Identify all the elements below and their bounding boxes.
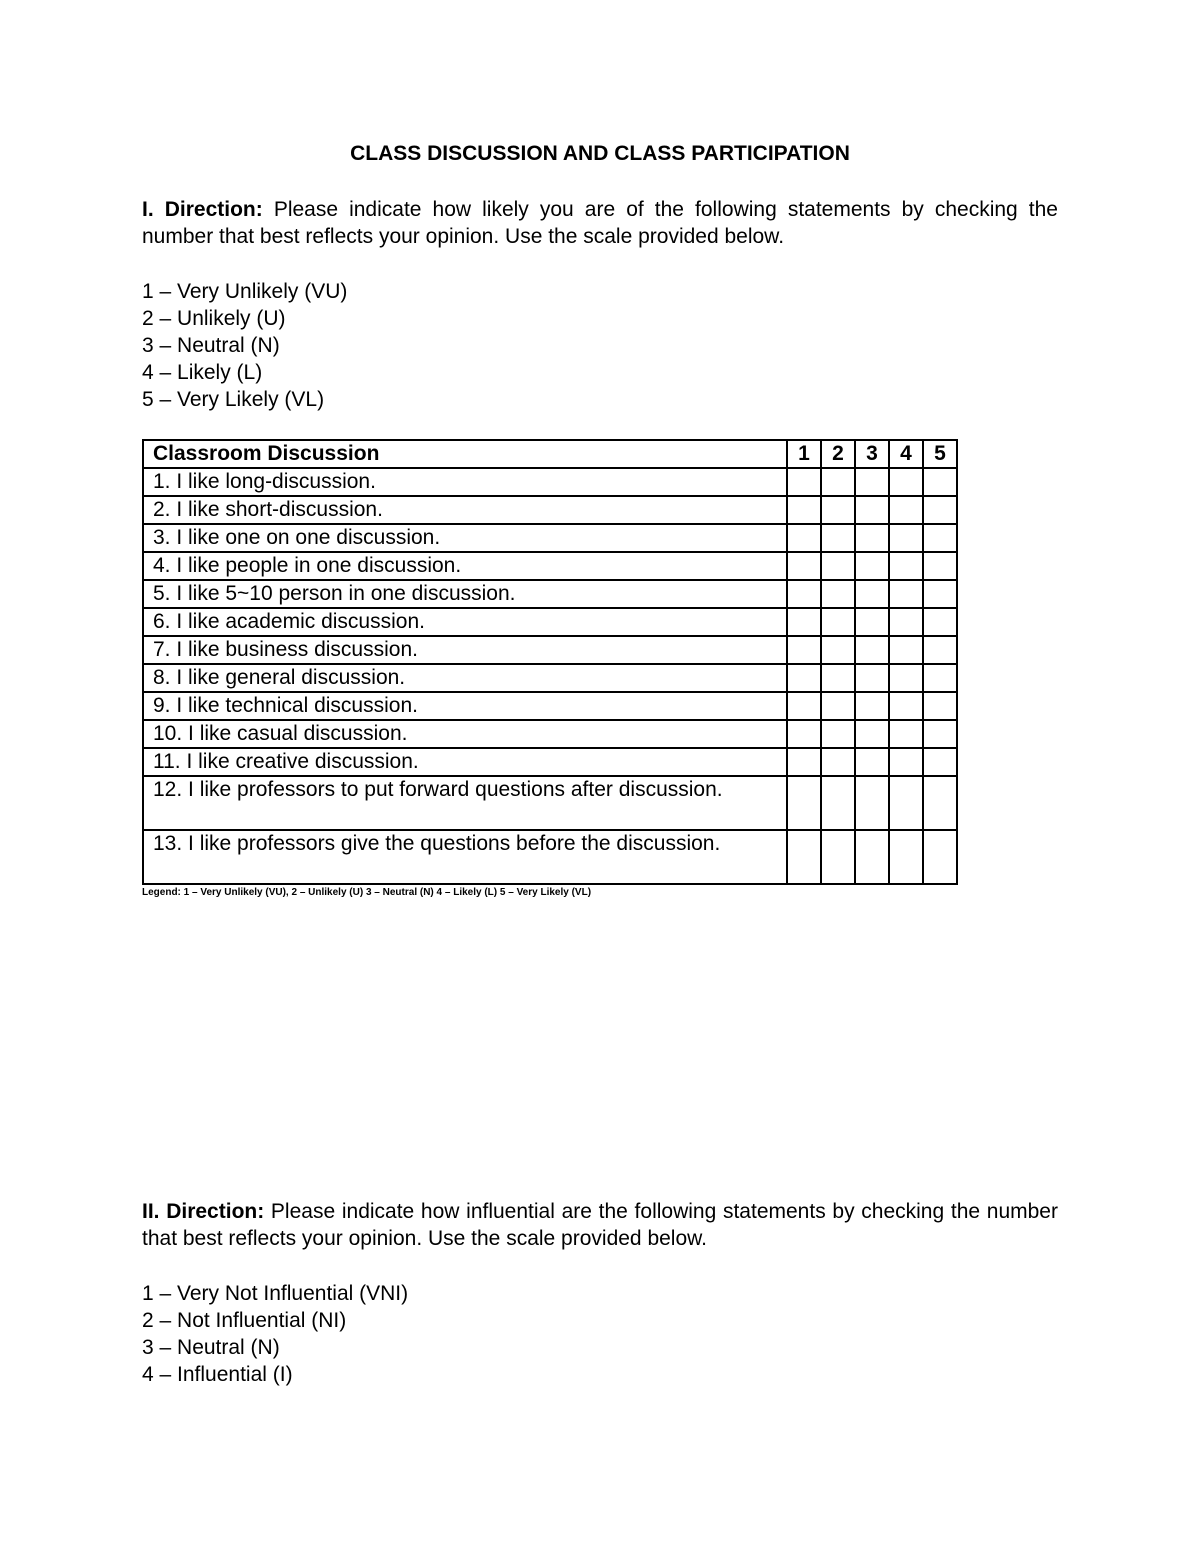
rating-cell-4[interactable] xyxy=(889,776,923,830)
rating-cell-3[interactable] xyxy=(855,636,889,664)
statement-text: 6. I like academic discussion. xyxy=(143,608,787,636)
table-row xyxy=(143,748,957,776)
scale-item: 1 – Very Not Influential (VNI) xyxy=(142,1282,409,1305)
rating-cell-2[interactable] xyxy=(821,468,855,496)
table-row xyxy=(143,468,957,496)
rating-cell-4[interactable] xyxy=(889,580,923,608)
rating-cell-5[interactable] xyxy=(923,608,957,636)
rating-cell-3[interactable] xyxy=(855,664,889,692)
rating-cell-5[interactable] xyxy=(923,636,957,664)
scale-item: 2 – Not Influential (NI) xyxy=(142,1309,347,1332)
rating-cell-5[interactable] xyxy=(923,830,957,884)
rating-cell-5[interactable] xyxy=(923,720,957,748)
statement-text: 11. I like creative discussion. xyxy=(143,748,787,776)
table-row xyxy=(143,776,957,830)
column-header-5: 5 xyxy=(923,440,957,468)
rating-cell-2[interactable] xyxy=(821,776,855,830)
column-header-2: 2 xyxy=(821,440,855,468)
classroom-discussion-table xyxy=(142,439,958,885)
scale-item: 1 – Very Unlikely (VU) xyxy=(142,280,348,303)
rating-cell-5[interactable] xyxy=(923,580,957,608)
rating-cell-2[interactable] xyxy=(821,692,855,720)
statement-text: 4. I like people in one discussion. xyxy=(143,552,787,580)
rating-cell-1[interactable] xyxy=(787,720,821,748)
column-header-3: 3 xyxy=(855,440,889,468)
table-header-statement: Classroom Discussion xyxy=(143,440,787,468)
table-row xyxy=(143,692,957,720)
rating-cell-5[interactable] xyxy=(923,524,957,552)
rating-cell-1[interactable] xyxy=(787,748,821,776)
rating-cell-2[interactable] xyxy=(821,496,855,524)
rating-cell-2[interactable] xyxy=(821,664,855,692)
rating-cell-1[interactable] xyxy=(787,692,821,720)
direction-1-text: Please indicate how likely you are of the following statements by checking the number that best reflects your opinion. Use the scale provided below. xyxy=(142,198,1058,248)
rating-cell-4[interactable] xyxy=(889,552,923,580)
rating-cell-4[interactable] xyxy=(889,720,923,748)
direction-1 xyxy=(142,196,1058,250)
scale-item: 3 – Neutral (N) xyxy=(142,1336,280,1359)
rating-cell-5[interactable] xyxy=(923,552,957,580)
rating-cell-3[interactable] xyxy=(855,580,889,608)
table-row xyxy=(143,496,957,524)
rating-cell-1[interactable] xyxy=(787,496,821,524)
rating-cell-3[interactable] xyxy=(855,748,889,776)
table-row xyxy=(143,524,957,552)
statement-text: 3. I like one on one discussion. xyxy=(143,524,787,552)
rating-cell-1[interactable] xyxy=(787,776,821,830)
table-row xyxy=(143,552,957,580)
table-row xyxy=(143,720,957,748)
rating-cell-5[interactable] xyxy=(923,468,957,496)
rating-cell-3[interactable] xyxy=(855,608,889,636)
table-row xyxy=(143,636,957,664)
scale-item: 4 – Likely (L) xyxy=(142,361,263,384)
rating-cell-2[interactable] xyxy=(821,580,855,608)
table-legend: Legend: 1 – Very Unlikely (VU), 2 – Unlikely (U) 3 – Neutral (N) 4 – Likely (L) 5 – Very Likely (VL) xyxy=(142,887,592,898)
rating-cell-4[interactable] xyxy=(889,748,923,776)
rating-cell-1[interactable] xyxy=(787,664,821,692)
statement-text: 12. I like professors to put forward questions after discussion. xyxy=(143,776,787,830)
rating-cell-4[interactable] xyxy=(889,524,923,552)
rating-cell-3[interactable] xyxy=(855,692,889,720)
rating-cell-3[interactable] xyxy=(855,776,889,830)
rating-cell-2[interactable] xyxy=(821,748,855,776)
rating-cell-3[interactable] xyxy=(855,552,889,580)
table-row xyxy=(143,608,957,636)
statement-text: 5. I like 5~10 person in one discussion. xyxy=(143,580,787,608)
rating-cell-3[interactable] xyxy=(855,830,889,884)
rating-cell-1[interactable] xyxy=(787,580,821,608)
column-header-1: 1 xyxy=(787,440,821,468)
scale-list-2 xyxy=(142,1280,408,1388)
table-row xyxy=(143,664,957,692)
scale-item: 3 – Neutral (N) xyxy=(142,334,280,357)
rating-cell-1[interactable] xyxy=(787,636,821,664)
rating-cell-3[interactable] xyxy=(855,468,889,496)
rating-cell-5[interactable] xyxy=(923,664,957,692)
page-title: CLASS DISCUSSION AND CLASS PARTICIPATION xyxy=(350,142,850,165)
direction-2-label: II. Direction: xyxy=(142,1200,265,1223)
rating-cell-4[interactable] xyxy=(889,636,923,664)
rating-cell-4[interactable] xyxy=(889,468,923,496)
rating-cell-4[interactable] xyxy=(889,496,923,524)
rating-cell-5[interactable] xyxy=(923,776,957,830)
scale-item: 5 – Very Likely (VL) xyxy=(142,388,325,411)
statement-text: 1. I like long-discussion. xyxy=(143,468,787,496)
rating-cell-4[interactable] xyxy=(889,830,923,884)
rating-cell-3[interactable] xyxy=(855,720,889,748)
rating-cell-1[interactable] xyxy=(787,608,821,636)
table-row xyxy=(143,830,957,884)
direction-2 xyxy=(142,1198,1058,1252)
rating-cell-1[interactable] xyxy=(787,552,821,580)
rating-cell-1[interactable] xyxy=(787,830,821,884)
scale-item: 2 – Unlikely (U) xyxy=(142,307,286,330)
rating-cell-5[interactable] xyxy=(923,496,957,524)
rating-cell-1[interactable] xyxy=(787,524,821,552)
column-header-4: 4 xyxy=(889,440,923,468)
rating-cell-2[interactable] xyxy=(821,524,855,552)
rating-cell-2[interactable] xyxy=(821,636,855,664)
statement-text: 9. I like technical discussion. xyxy=(143,692,787,720)
scale-item: 4 – Influential (I) xyxy=(142,1363,293,1386)
statement-text: 7. I like business discussion. xyxy=(143,636,787,664)
statement-text: 10. I like casual discussion. xyxy=(143,720,787,748)
rating-cell-4[interactable] xyxy=(889,608,923,636)
direction-2-text: Please indicate how influential are the following statements by checking the number that best reflects your opinion. Use the scale provided below. xyxy=(142,1200,1058,1250)
statement-text: 13. I like professors give the questions before the discussion. xyxy=(143,830,787,884)
rating-cell-1[interactable] xyxy=(787,468,821,496)
rating-cell-4[interactable] xyxy=(889,664,923,692)
rating-cell-4[interactable] xyxy=(889,692,923,720)
rating-cell-3[interactable] xyxy=(855,496,889,524)
rating-cell-2[interactable] xyxy=(821,720,855,748)
direction-1-label: I. Direction: xyxy=(142,198,263,221)
statement-text: 2. I like short-discussion. xyxy=(143,496,787,524)
rating-cell-2[interactable] xyxy=(821,552,855,580)
rating-cell-2[interactable] xyxy=(821,608,855,636)
rating-cell-3[interactable] xyxy=(855,524,889,552)
statement-text: 8. I like general discussion. xyxy=(143,664,787,692)
rating-cell-5[interactable] xyxy=(923,748,957,776)
table-row xyxy=(143,580,957,608)
rating-cell-2[interactable] xyxy=(821,830,855,884)
scale-list-1 xyxy=(142,278,347,413)
rating-cell-5[interactable] xyxy=(923,692,957,720)
